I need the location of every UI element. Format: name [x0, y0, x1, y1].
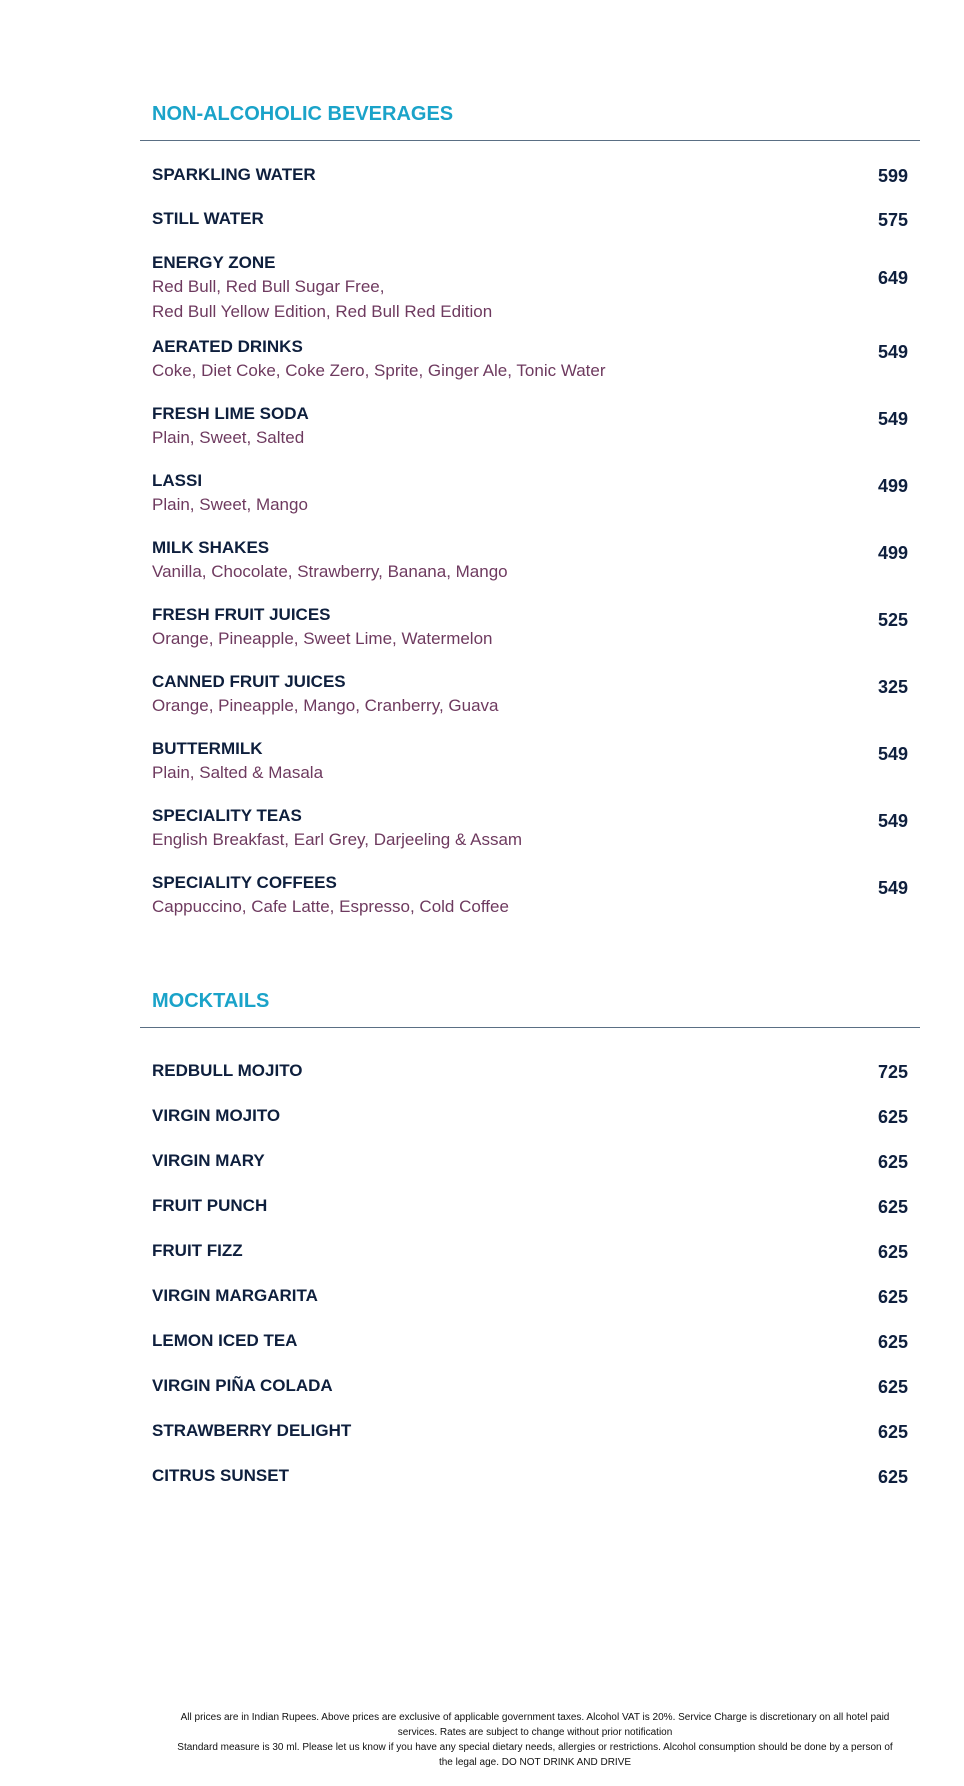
item-name: ENERGY ZONE	[152, 253, 276, 272]
menu-item	[152, 336, 920, 383]
item-price: 325	[877, 677, 908, 697]
item-name: FRESH LIME SODA	[152, 404, 309, 423]
item-price: 549	[877, 744, 908, 764]
item-description: Orange, Pineapple, Sweet Lime, Watermelon	[152, 629, 493, 648]
menu-item	[152, 537, 920, 584]
item-price: 625	[877, 1467, 908, 1487]
menu-item	[152, 1330, 920, 1352]
item-price: 625	[877, 1422, 908, 1442]
menu-item	[152, 1420, 920, 1442]
item-price: 549	[877, 811, 908, 831]
item-price: 625	[877, 1377, 908, 1397]
item-price: 499	[877, 543, 908, 563]
menu-item	[152, 1195, 920, 1217]
menu-item	[152, 470, 920, 517]
item-name: VIRGIN MARGARITA	[152, 1286, 318, 1305]
item-description: English Breakfast, Earl Grey, Darjeeling & Assam	[152, 830, 523, 849]
menu-item	[152, 164, 920, 186]
section-title-mocktails: MOCKTAILS	[152, 990, 270, 1012]
item-price: 575	[877, 210, 908, 230]
item-name: MILK SHAKES	[152, 538, 270, 557]
item-price: 549	[877, 409, 908, 429]
item-name: AERATED DRINKS	[152, 337, 303, 356]
item-description: Coke, Diet Coke, Coke Zero, Sprite, Ginger Ale, Tonic Water	[152, 361, 606, 380]
item-name: STILL WATER	[152, 209, 264, 228]
item-name: SPECIALITY TEAS	[152, 806, 302, 825]
item-price: 549	[877, 878, 908, 898]
item-name: CANNED FRUIT JUICES	[152, 672, 346, 691]
item-description: Cappuccino, Cafe Latte, Espresso, Cold Coffee	[152, 897, 509, 916]
item-price: 625	[877, 1197, 908, 1217]
item-name: SPARKLING WATER	[152, 165, 316, 184]
menu-item	[152, 1465, 920, 1487]
item-name: FRESH FRUIT JUICES	[152, 605, 331, 624]
item-name: STRAWBERRY DELIGHT	[152, 1421, 352, 1440]
item-price: 499	[877, 476, 908, 496]
section-title-non-alcoholic: NON-ALCOHOLIC BEVERAGES	[152, 103, 454, 125]
menu-item	[152, 1060, 920, 1082]
item-name: REDBULL MOJITO	[152, 1061, 303, 1080]
menu-item	[152, 872, 920, 919]
item-price: 549	[877, 342, 908, 362]
item-description: Plain, Sweet, Salted	[152, 428, 305, 447]
item-description: Plain, Salted & Masala	[152, 763, 324, 782]
item-description: Red Bull, Red Bull Sugar Free,	[152, 277, 385, 296]
menu-item	[152, 252, 920, 324]
item-price: 649	[877, 268, 908, 288]
footer-line: services. Rates are subject to change without prior notification	[397, 1727, 673, 1738]
item-price: 625	[877, 1287, 908, 1307]
item-name: LEMON ICED TEA	[152, 1331, 298, 1350]
menu-item	[152, 403, 920, 450]
item-price: 599	[877, 166, 908, 186]
item-price: 725	[877, 1062, 908, 1082]
item-name: LASSI	[152, 471, 203, 490]
menu-item	[152, 805, 920, 852]
menu-item	[152, 1105, 920, 1127]
item-name: CITRUS SUNSET	[152, 1466, 289, 1485]
menu-item	[152, 1150, 920, 1172]
footer-line: Standard measure is 30 ml. Please let us know if you have any special dietary needs, allergies or restrictions. Alcohol consumption should be done by a person of	[177, 1742, 893, 1753]
item-price: 525	[877, 610, 908, 630]
item-name: BUTTERMILK	[152, 739, 263, 758]
menu-item	[152, 1285, 920, 1307]
menu-item	[152, 604, 920, 651]
footer-line: All prices are in Indian Rupees. Above prices are exclusive of applicable government taxes. Alcohol VAT is 20%. Service Charge is discretionary on all hotel paid	[180, 1712, 890, 1723]
footer-line: the legal age. DO NOT DRINK AND DRIVE	[438, 1757, 632, 1768]
item-price: 625	[877, 1242, 908, 1262]
item-description: Plain, Sweet, Mango	[152, 495, 308, 514]
item-name: VIRGIN PIÑA COLADA	[152, 1376, 333, 1395]
menu-item	[152, 208, 920, 230]
item-description: Vanilla, Chocolate, Strawberry, Banana, Mango	[152, 562, 508, 581]
item-name: FRUIT FIZZ	[152, 1241, 243, 1260]
item-name: VIRGIN MARY	[152, 1151, 265, 1170]
item-description: Red Bull Yellow Edition, Red Bull Red Edition	[152, 302, 493, 321]
section-divider	[140, 140, 920, 141]
menu-item	[152, 1240, 920, 1262]
menu-item	[152, 671, 920, 718]
section-divider	[140, 1027, 920, 1028]
menu-item	[152, 738, 920, 785]
item-description: Orange, Pineapple, Mango, Cranberry, Guava	[152, 696, 499, 715]
item-name: SPECIALITY COFFEES	[152, 873, 337, 892]
item-name: VIRGIN MOJITO	[152, 1106, 281, 1125]
item-price: 625	[877, 1152, 908, 1172]
item-price: 625	[877, 1332, 908, 1352]
item-name: FRUIT PUNCH	[152, 1196, 268, 1215]
item-price: 625	[877, 1107, 908, 1127]
footer-disclaimer	[140, 1710, 930, 1770]
menu-item	[152, 1375, 920, 1397]
